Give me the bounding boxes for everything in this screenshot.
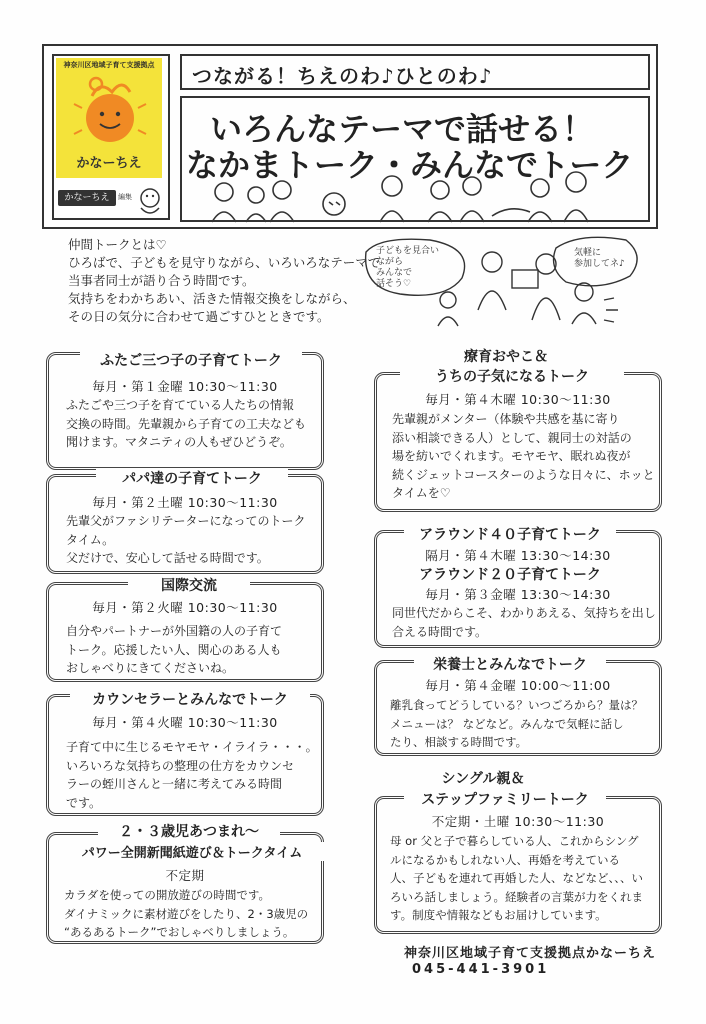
- card-schedule: 毎月・第３金曜 13:30～14:30: [425, 587, 611, 602]
- card-schedule: 毎月・第４金曜 10:00～11:00: [425, 678, 611, 693]
- card-body-line: です。: [66, 795, 102, 810]
- card-body-line: ふたごや三つ子を育てている人たちの情報: [66, 398, 295, 412]
- bubble-left-line: みんなで: [376, 268, 413, 278]
- card-body-line: ラーの蛭川さんと一緒に考えてみる時間: [66, 777, 283, 791]
- intro-line: その日の気分に合わせて過ごすひとときです。: [68, 309, 330, 324]
- card-title: 療育おやこ＆: [464, 349, 548, 365]
- bubble-left-line: 話そう♡: [376, 279, 412, 289]
- card-body-line: 子育て中に生じるモヤモヤ・イライラ・・・。: [66, 740, 318, 754]
- card-body-line: タイム。: [66, 532, 115, 547]
- bubble-left-line: ながら: [376, 257, 404, 267]
- card-body: [390, 832, 643, 925]
- card-body-line: 母 or 父と子で暮らしている人、これからシング: [390, 834, 639, 848]
- card-title: パパ達の子育てトーク: [96, 468, 288, 488]
- card-title: シングル親＆: [441, 771, 525, 787]
- card-schedule: 不定期・土曜 10:30～11:30: [431, 814, 605, 829]
- card-body-line: たり、相談する時間です。: [390, 735, 528, 749]
- card-body: [392, 410, 655, 503]
- card-title: うちの子気になるトーク: [400, 366, 624, 386]
- card-body-line: カラダを使っての開放遊びの時間です。: [64, 888, 270, 902]
- card-body-line: ダイナミックに素材遊びをしたり、2・3歳児の: [64, 906, 309, 921]
- card-body: [66, 512, 306, 568]
- card-body-line: 添い相談できる人）として、親同士の対話の: [392, 430, 632, 445]
- card-body-line: 先輩親がメンター（体験や共感を基に寄り: [392, 412, 620, 426]
- card-body-line: 離乳食ってどうしている？いつごろから？量は？: [390, 698, 643, 712]
- card-body-line: いろいろな気持ちの整理の仕方をカウンセ: [66, 758, 295, 773]
- bubble-right-line: 参加してネ♪: [574, 259, 625, 269]
- card-body-line: 人、子どもを連れて再婚した人、などなど、、、い: [390, 871, 643, 885]
- card-title: アラウンド４０子育てトーク: [404, 524, 616, 544]
- card-body: [64, 886, 308, 942]
- card-body: [390, 696, 643, 752]
- card-body-line: メニューは？ などなど。みんなで気軽に話し: [390, 716, 624, 731]
- card-schedule: 隔月・第４木曜 13:30～14:30: [425, 548, 611, 563]
- card-body: [392, 604, 656, 641]
- bubble-left-line: 子どもを見合い: [376, 246, 440, 256]
- card-schedule: 毎月・第４火曜 10:30～11:30: [92, 715, 278, 730]
- logo-name: かなーちえ: [76, 156, 142, 171]
- intro-line: ひろばで、子どもを見守りながら、いろいろなテーマで: [68, 255, 381, 270]
- bubble-right-line: 気軽に: [574, 248, 602, 258]
- card-body-line: 場を紡いでくれます。モヤモヤ、眠れぬ夜が: [392, 449, 631, 463]
- card-body: [66, 738, 318, 812]
- intro-line: 当事者同士が語り合う時間です。: [68, 273, 255, 288]
- card-body-line: トーク。応援したい人、関心のある人も: [66, 642, 282, 657]
- card-body: [66, 396, 306, 452]
- intro-line: 気持ちをわかちあい、活きた情報交換をしながら、: [68, 291, 356, 306]
- card-title: ステップファミリートーク: [404, 789, 606, 809]
- card-body-line: 交換の時間。先輩親から子育ての工夫なども: [66, 416, 307, 431]
- card-title: ２・３歳児あつまれ～: [98, 821, 280, 841]
- card-body-line: す。制度や情報などもお届けしています。: [390, 908, 607, 922]
- intro-line: 仲間トークとは♡: [68, 237, 167, 252]
- card-body-line: 父だけで、安心して話せる時間です。: [66, 551, 269, 565]
- card-schedule: 毎月・第２土曜 10:30～11:30: [92, 495, 278, 510]
- footer-org: 神奈川区地域子育て支援拠点かなーちえ: [404, 946, 657, 961]
- card-body-line: 合える時間です。: [392, 624, 488, 639]
- card-schedule: 毎月・第２火曜 10:30～11:30: [92, 600, 278, 615]
- footer-phone: 045-441-3901: [412, 962, 550, 977]
- card-body-line: 続くジェットコースターのような日々に、ホッと: [392, 467, 655, 482]
- card-body-line: “あるあるトーク”でおしゃべりしましょう。: [64, 925, 295, 939]
- card-title: アラウンド２０子育てトーク: [419, 567, 601, 583]
- catchphrase: つながる！ちえのわ♪ひとのわ♪: [192, 64, 493, 88]
- logo-tag: かなーちえ: [58, 190, 116, 206]
- intro-illustration-icon: [0, 0, 706, 350]
- card-body-line: ルになるかもしれない人、再婚を考えている: [390, 852, 620, 867]
- card-title: カウンセラーとみんなでトーク: [70, 689, 310, 709]
- card-body-line: 自分やパートナーが外国籍の人の子育て: [66, 624, 283, 638]
- card-title: 栄養士とみんなでトーク: [414, 654, 606, 674]
- logo-tag-sub: 編集: [118, 193, 132, 201]
- card-schedule: 不定期: [165, 868, 205, 883]
- card-body-line: タイムを♡: [392, 486, 451, 500]
- card-body: [66, 622, 282, 678]
- page-title-line2: なかまトーク・みんなでトーク: [186, 146, 634, 184]
- page-title-line1: いろんなテーマで話せる！: [210, 110, 595, 148]
- card-body-line: おしゃべりにきてくださいね。: [66, 661, 235, 675]
- card-schedule: 毎月・第４木曜 10:30～11:30: [425, 392, 611, 407]
- card-title: パワー全開新聞紙遊び＆トークタイム: [60, 842, 324, 861]
- bubble-right: [574, 248, 625, 270]
- card-body-line: 同世代だからこそ、わかりあえる、気持ちを出し: [392, 606, 656, 620]
- bubble-left: [376, 246, 439, 290]
- card-body-line: 先輩父がファシリテーターになってのトーク: [66, 514, 306, 528]
- card-body-line: ろいろ話しましょう。経験者の言葉が力をくれま: [390, 889, 643, 904]
- card-title: 国際交流: [128, 575, 250, 595]
- card-title: ふたご三つ子の子育てトーク: [80, 350, 302, 370]
- card-body-line: 聞けます。マタニティの人もぜひどうぞ。: [66, 435, 292, 449]
- logo-org-name: 神奈川区地域子育て支援拠点: [63, 61, 155, 69]
- card-schedule: 毎月・第１金曜 10:30～11:30: [92, 379, 278, 394]
